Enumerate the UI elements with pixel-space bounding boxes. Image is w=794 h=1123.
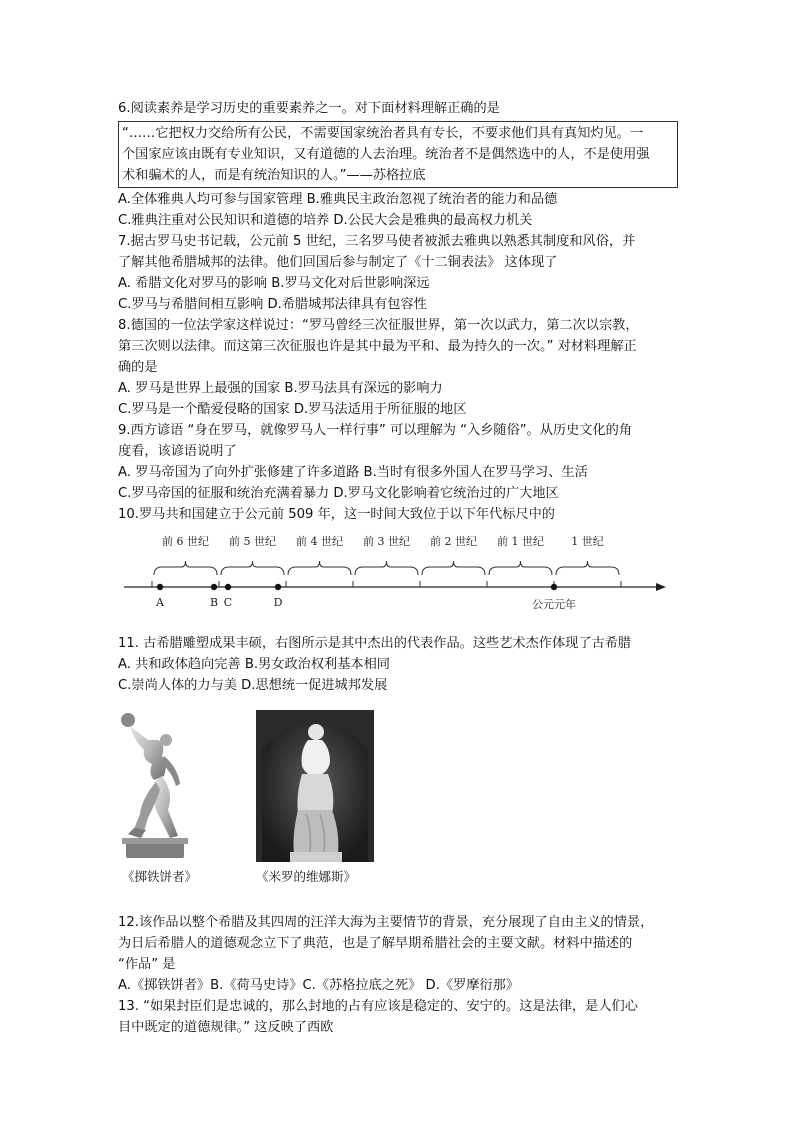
q12-stem-line: 12.该作品以整个希腊及其四周的汪洋大海为主要情节的背景，充分展现了自由主义的情景， (118, 915, 654, 930)
venus-de-milo-image (256, 710, 374, 862)
timeline-point (275, 584, 281, 590)
timeline-point-label: B (209, 596, 219, 609)
timeline-ruler (118, 531, 678, 611)
century-label: 前 6 世纪 (162, 535, 209, 548)
discobolus-image (118, 710, 198, 862)
q8-stem-line: 8.德国的一位法学家这样说过：“罗马曾经三次征服世界，第一次以武力，第二次以宗教， (118, 318, 639, 333)
timeline-point-label: D (273, 596, 283, 609)
q9-stem-line: 度看，该谚语说明了 (118, 444, 237, 459)
century-brace (154, 561, 217, 575)
q10-stem: 10.罗马共和国建立于公元前 509 年，这一时间大致位于以下年代标尺中的 (118, 507, 555, 522)
q13-stem-line: 13. “如果封臣们是忠诚的，那么封地的占有应该是稳定的、安宁的。这是法律，是人们心 (118, 999, 638, 1014)
q12-options: A.《掷铁饼者》B.《荷马史诗》C.《苏格拉底之死》 D.《罗摩衍那》 (118, 978, 520, 993)
q6-quote-box (118, 121, 678, 188)
discobolus-caption: 《掷铁饼者》 (122, 869, 198, 884)
q6-quote-line: 个国家应该由既有专业知识，又有道德的人去治理。统治者不是偶然选中的人，不是使用强 (122, 147, 650, 162)
timeline-arrow (656, 583, 666, 591)
q11-options-ab: A. 共和政体趋向完善 B.男女政治权利基本相同 (118, 657, 390, 672)
century-brace (422, 561, 485, 575)
q11-options-cd: C.崇尚人体的力与美 D.思想统一促进城邦发展 (118, 678, 388, 693)
century-brace (556, 561, 619, 575)
q9-options-cd: C.罗马帝国的征服和统治充满着暴力 D.罗马文化影响着它统治过的广大地区 (118, 486, 559, 501)
timeline-point (225, 584, 231, 590)
century-label: 前 5 世纪 (229, 535, 276, 548)
sculpture-images (118, 710, 678, 888)
q13-stem-line: 目中既定的道德规律。” 这反映了西欧 (118, 1020, 334, 1035)
timeline-point-label: C (223, 596, 233, 609)
q11-stem-line: 11. 古希腊雕塑成果丰硕，右图所示是其中杰出的代表作品。这些艺术杰作体现了古希腊 (118, 636, 632, 651)
timeline-point (211, 584, 217, 590)
era-label: 公元元年 (532, 598, 576, 611)
century-brace (221, 561, 284, 575)
exam-page (118, 98, 678, 1038)
q9-options-ab: A. 罗马帝国为了向外扩张修建了许多道路 B.当时有很多外国人在罗马学习、生活 (118, 465, 588, 480)
q6-quote-line: “……它把权力交给所有公民，不需要国家统治者具有专长，不要求他们具有真知灼见。一 (122, 126, 644, 141)
century-label: 前 4 世纪 (296, 535, 343, 548)
century-label: 1 世纪 (571, 535, 604, 548)
century-brace (288, 561, 351, 575)
q6-options-ab: A.全体雅典人均可参与国家管理 B.雅典民主政治忽视了统治者的能力和品德 (118, 192, 558, 207)
q6-options-cd: C.雅典注重对公民知识和道德的培养 D.公民大会是雅典的最高权力机关 (118, 213, 533, 228)
q6-quote-line: 术和骗术的人，而是有统治知识的人。”——苏格拉底 (122, 168, 426, 183)
century-brace (355, 561, 418, 575)
q8-stem-line: 第三次则以法律。而这第三次征服也许是其中最为平和、最为持久的一次。” 对材料理解正 (118, 339, 637, 354)
era-point (551, 584, 557, 590)
q12-stem-line: 为日后希腊人的道德观念立下了典范，也是了解早期希腊社会的主要文献。材料中描述的 (118, 936, 633, 951)
q6-stem: 6.阅读素养是学习历史的重要素养之一。对下面材料理解正确的是 (118, 101, 500, 116)
q8-options-cd: C.罗马是一个酷爱侵略的国家 D.罗马法适用于所征服的地区 (118, 402, 467, 417)
q9-stem-line: 9.西方谚语 “身在罗马，就像罗马人一样行事” 可以理解为 “入乡随俗”。从历史文化的角 (118, 423, 633, 438)
q7-options-ab: A. 希腊文化对罗马的影响 B.罗马文化对后世影响深远 (118, 276, 430, 291)
q12-stem-line: “作品” 是 (118, 957, 176, 972)
q7-stem-line: 7.据古罗马史书记载，公元前 5 世纪，三名罗马使者被派去雅典以熟悉其制度和风俗，并 (118, 234, 636, 249)
q7-options-cd: C.罗马与希腊间相互影响 D.希腊城邦法律具有包容性 (118, 297, 427, 312)
century-label: 前 2 世纪 (430, 535, 477, 548)
century-label: 前 3 世纪 (363, 535, 410, 548)
q8-options-ab: A. 罗马是世界上最强的国家 B.罗马法具有深远的影响力 (118, 381, 443, 396)
timeline-point (157, 584, 163, 590)
q8-stem-line: 确的是 (118, 360, 158, 375)
century-brace (489, 561, 552, 575)
venus-caption: 《米罗的维娜斯》 (256, 869, 357, 884)
century-label: 前 1 世纪 (497, 535, 544, 548)
timeline-point-label: A (156, 596, 164, 609)
q7-stem-line: 了解其他希腊城邦的法律。他们回国后参与制定了《十二铜表法》 这体现了 (118, 255, 558, 270)
